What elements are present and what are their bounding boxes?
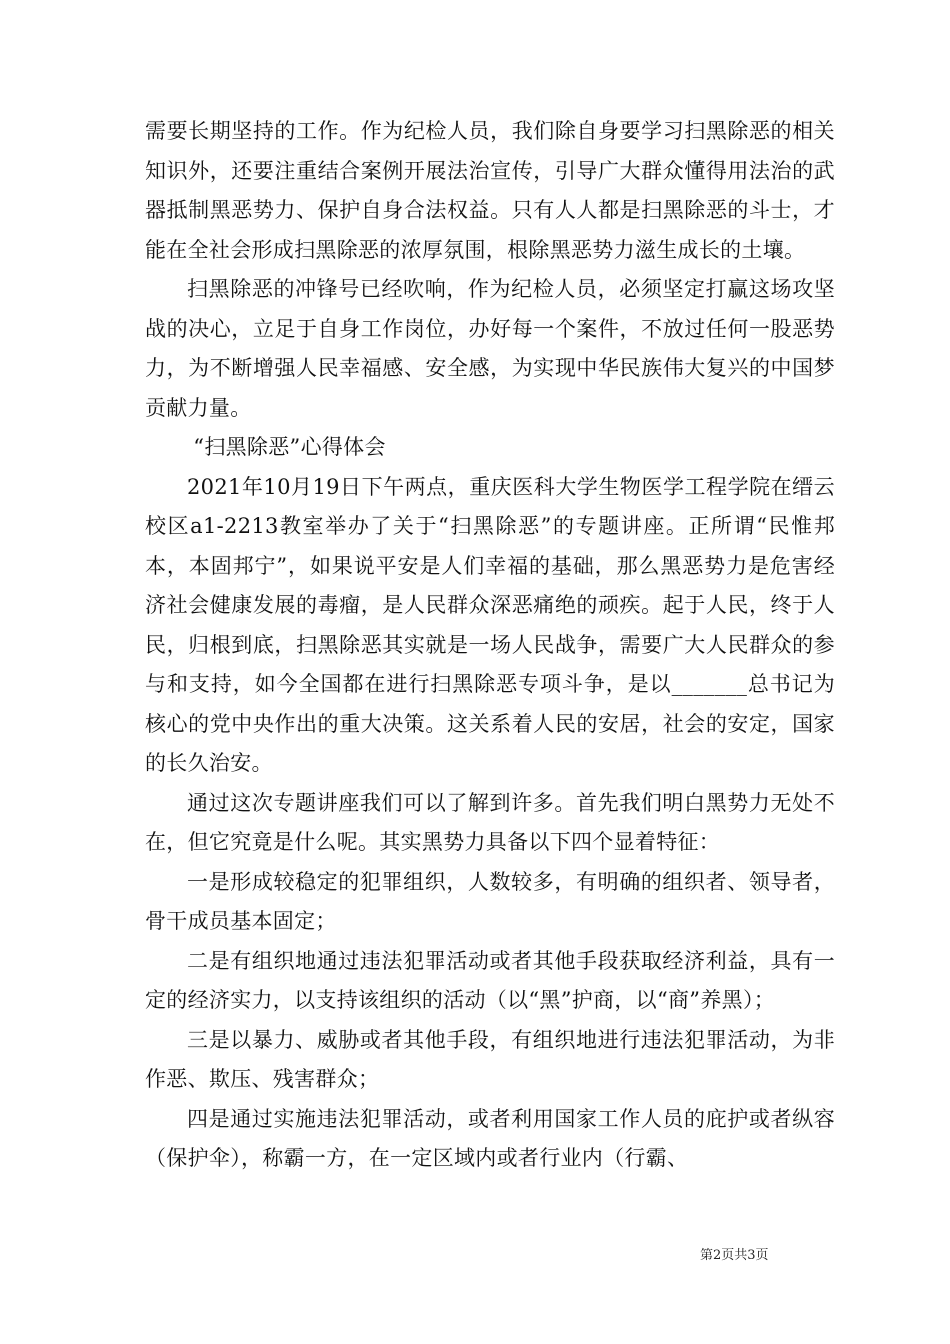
paragraph: 通过这次专题讲座我们可以了解到许多。首先我们明白黑势力无处不在，但它究竟是什么呢。其实黑势力具备以下四个显着特征： xyxy=(145,790,835,854)
paragraph: 四是通过实施违法犯罪活动，或者利用国家工作人员的庇护或者纵容（保护伞），称霸一方，在一定区域内或者行业内（行霸、 xyxy=(145,1106,835,1170)
paragraph: 2021年10月19日下午两点，重庆医科大学生物医学工程学院在缙云校区a1-2213教室举办了关于“扫黑除恶”的专题讲座。正所谓“民惟邦本，本固邦宁”，如果说平安是人们幸福的基础，那么黑恶势力是危害经济社会健康发展的毒瘤，是人民群众深恶痛绝的顽疾。起于人民，终于人民，归根到底，扫黑除恶其实就是一场人民战争，需要广大人民群众的参与和支持，如今全国都在进行扫黑除恶专项斗争，是以_______总书记为核心的党中央作出的重大决策。这关系着人民的安居，社会的安定，国家的长久治安。 xyxy=(145,474,835,775)
paragraph: 二是有组织地通过违法犯罪活动或者其他手段获取经济利益，具有一定的经济实力，以支持该组织的活动（以“黑”护商，以“商”养黑）； xyxy=(145,948,835,1012)
document-body xyxy=(145,112,835,1179)
section-heading: “扫黑除恶”心得体会 xyxy=(193,435,386,459)
page-number: 第2页共3页 xyxy=(700,1248,769,1263)
paragraph: 扫黑除恶的冲锋号已经吹响，作为纪检人员，必须坚定打赢这场攻坚战的决心，立足于自身工作岗位，办好每一个案件，不放过任何一股恶势力，为不断增强人民幸福感、安全感，为实现中华民族伟大复兴的中国梦贡献力量。 xyxy=(145,277,835,420)
paragraph: 一是形成较稳定的犯罪组织，人数较多，有明确的组织者、领导者，骨干成员基本固定； xyxy=(145,869,835,933)
paragraph-continued: 需要长期坚持的工作。作为纪检人员，我们除自身要学习扫黑除恶的相关知识外，还要注重结合案例开展法治宣传，引导广大群众懂得用法治的武器抵制黑恶势力、保护自身合法权益。只有人人都是扫黑除恶的斗士，才能在全社会形成扫黑除恶的浓厚氛围，根除黑恶势力滋生成长的土壤。 xyxy=(145,119,835,262)
paragraph: 三是以暴力、威胁或者其他手段，有组织地进行违法犯罪活动，为非作恶、欺压、残害群众； xyxy=(145,1027,835,1091)
